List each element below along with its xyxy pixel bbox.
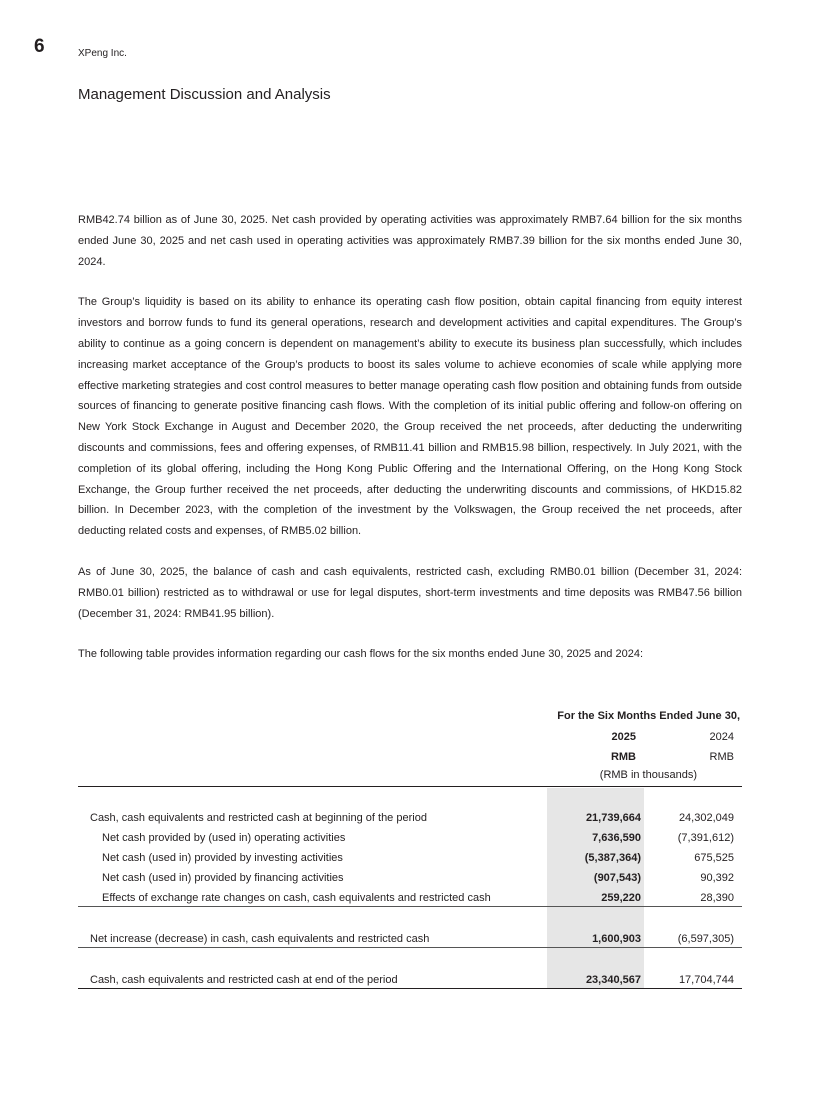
value-2024: 28,390 (700, 892, 734, 904)
paragraph-liquidity: The Group’s liquidity is based on its ability to enhance its operating cash flow position, obtain capital financing from equity interest investors and borrow funds to fund its general operations, research and development activities and capital expenditures. The Group’s ability to continue as a going concern is dependent on management’s ability to execute its business plan successfully, which includes increasing market acceptance of the Group’s products to boost its sales volume to achieve economies of scale while applying more effective marketing strategies and cost control measures to better manage operating cash flow position and obtaining funds from outside sources of financing to generate positive financing cash flows. With the completion of its initial public offering and follow-on offering on New York Stock Exchange in August and December 2020, the Group received the net proceeds, after deducting the underwriting discounts and commissions, fees and offering expenses, of RMB11.41 billion and RMB15.98 billion, respectively. In July 2021, with the completion of its global offering, including the Hong Kong Public Offering and the International Offering, on the Hong Kong Stock Exchange, the Group further received the net proceeds, after deducting the underwriting discounts and commissions, of HKD15.82 billion. In December 2023, with the completion of the investment by the Volkswagen, the Group received the net proceeds, after deducting related costs and expenses, of RMB5.02 billion. (78, 296, 742, 538)
value-2025: (5,387,364) (584, 852, 641, 864)
value-2025: 21,739,664 (585, 812, 641, 824)
year-header-2024: 2024 (709, 731, 734, 743)
total-rule (78, 988, 742, 989)
value-2024: 17,704,744 (678, 974, 734, 986)
paragraph-cash-balance: As of June 30, 2025, the balance of cash and cash equivalents, restricted cash, excluding RMB0.01 billion (December 31, 2024: RMB0.01 billion) restricted as to withdrawal or use for legal disputes, short-term investments and time deposits was RMB47.56 billion (December 31, 2024: RMB41.95 billion). (78, 565, 742, 620)
row-label: Cash, cash equivalents and restricted cash at end of the period (90, 974, 398, 986)
row-label: Net cash (used in) provided by investing activities (102, 852, 343, 864)
table-row (78, 929, 742, 949)
header-rule (78, 786, 742, 787)
year-header-2025: 2025 (611, 731, 636, 743)
value-2025: 1,600,903 (592, 933, 641, 945)
table-row (78, 848, 742, 868)
period-header: For the Six Months Ended June 30, (557, 710, 740, 722)
value-2025: 259,220 (601, 892, 641, 904)
currency-header-2025: RMB (610, 751, 636, 763)
table-row (78, 868, 742, 888)
page-number: 6 (34, 36, 45, 57)
net-change-rule (78, 947, 742, 948)
row-label: Net cash (used in) provided by financing activities (102, 872, 344, 884)
row-label: Net cash provided by (used in) operating activities (102, 832, 346, 844)
currency-header-2024: RMB (709, 751, 734, 763)
value-2024: (6,597,305) (677, 933, 734, 945)
paragraph-table-intro: The following table provides information regarding our cash flows for the six months ended June 30, 2025 and 2024: (78, 648, 644, 661)
value-2024: 90,392 (700, 872, 734, 884)
unit-note: (RMB in thousands) (599, 769, 697, 781)
table-row (78, 828, 742, 848)
subtotal-rule (78, 906, 742, 907)
value-2025: 23,340,567 (585, 974, 641, 986)
row-label: Net increase (decrease) in cash, cash equivalents and restricted cash (90, 933, 430, 945)
value-2024: (7,391,612) (677, 832, 734, 844)
value-2024: 24,302,049 (678, 812, 734, 824)
value-2025: 7,636,590 (592, 832, 641, 844)
company-name: XPeng Inc. (78, 48, 127, 59)
body-text (78, 210, 742, 685)
value-2024: 675,525 (694, 852, 734, 864)
value-2025: (907,543) (593, 872, 641, 884)
row-label: Effects of exchange rate changes on cash, cash equivalents and restricted cash (102, 892, 491, 904)
paragraph-cash-operating: RMB42.74 billion as of June 30, 2025. Net cash provided by operating activities was approximately RMB7.64 billion for the six months ended June 30, 2025 and net cash used in operating activities was approximately RMB7.39 billion for the six months ended June 30, 2024. (78, 214, 742, 268)
section-title: Management Discussion and Analysis (78, 86, 331, 103)
row-label: Cash, cash equivalents and restricted cash at beginning of the period (90, 812, 427, 824)
table-row (78, 888, 742, 908)
table-row (78, 808, 742, 828)
table-row (78, 970, 742, 990)
